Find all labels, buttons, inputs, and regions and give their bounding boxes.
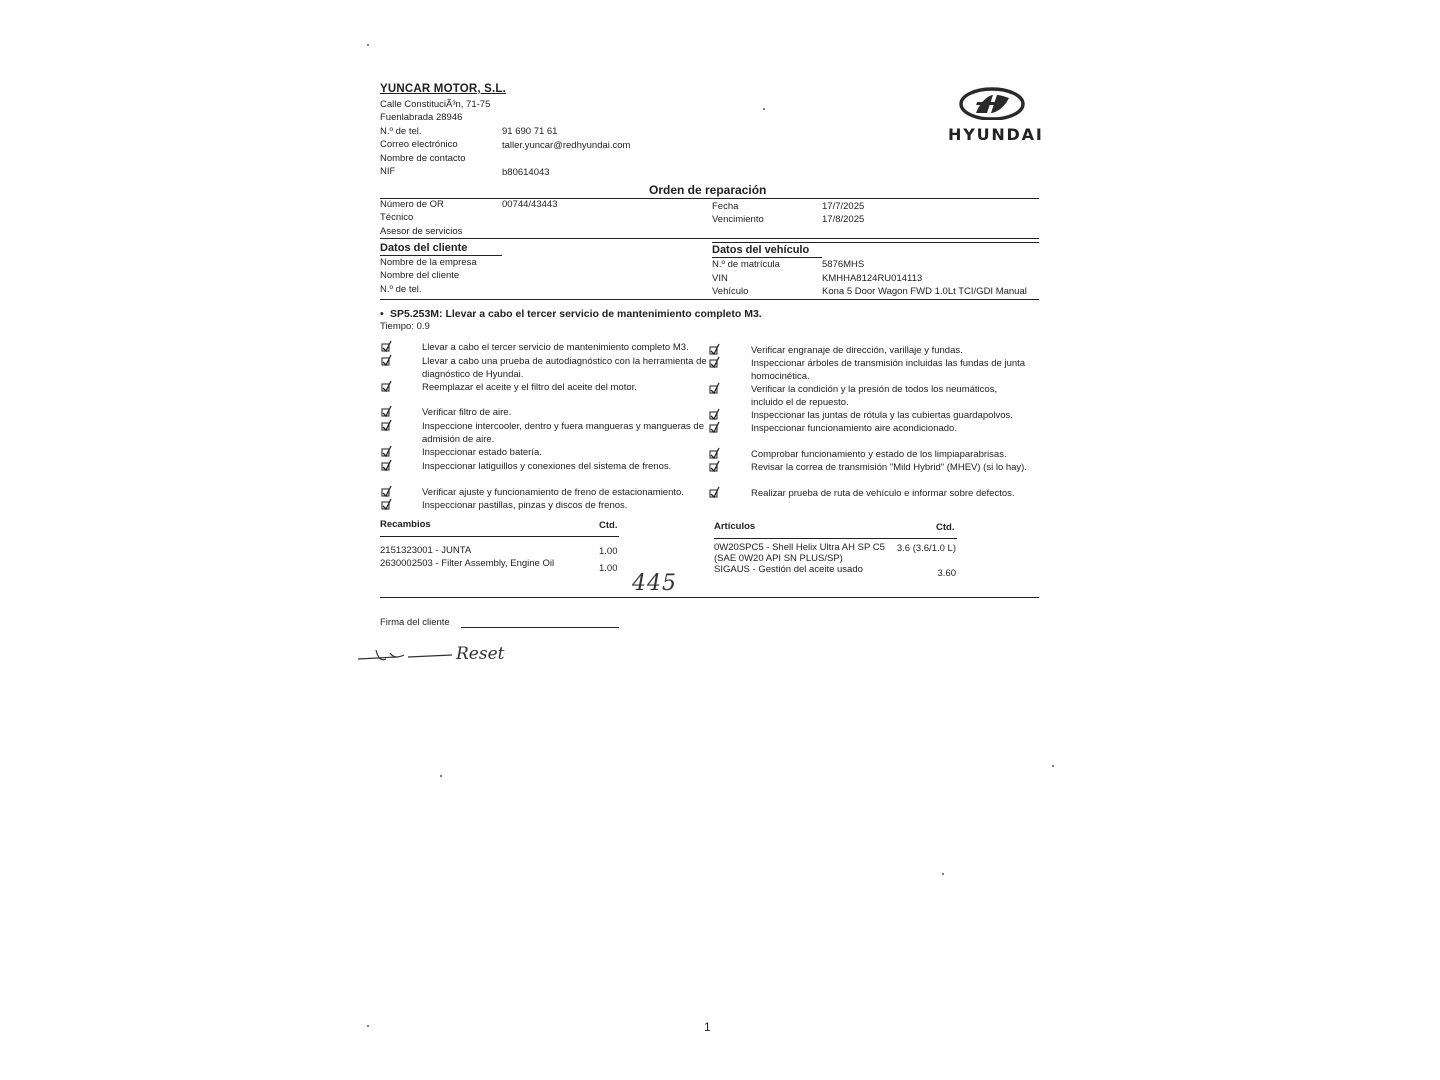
task-item: Comprobar funcionamiento y estado de los limpiaparabrisas. — [751, 449, 1007, 460]
task-item: Llevar a cabo el tercer servicio de mantenimiento completo M3. — [422, 342, 689, 353]
order-divider-top — [380, 198, 1039, 199]
checkmark-icon — [709, 423, 719, 435]
checkmark-icon — [709, 488, 719, 500]
items-divider-bottom — [380, 597, 1039, 598]
part-item-2-qty: 1.00 — [599, 563, 618, 574]
handwritten-note: 445 — [632, 571, 677, 596]
company-nif: b80614043 — [502, 167, 550, 178]
task-item: Inspeccionar pastillas, pinzas y discos de frenos. — [422, 500, 628, 511]
task-item: Inspeccionar funcionamiento aire acondicionado. — [751, 423, 957, 434]
order-date: 17/7/2025 — [822, 201, 865, 212]
vehicle-divider-bottom — [380, 299, 1039, 300]
service-title: SP5.253M: Llevar a cabo el tercer servicio de mantenimiento completo M3. — [390, 308, 762, 320]
order-date-label: Fecha — [712, 201, 739, 212]
hyundai-emblem-icon — [946, 86, 1042, 120]
task-item: Inspeccionar latiguillos y conexiones del sistema de frenos. — [422, 461, 672, 472]
task-item: Inspeccione intercooler, dentro y fuera mangueras y mangueras de admisión de aire. — [422, 421, 704, 445]
order-technician-label: Técnico — [380, 212, 414, 223]
task-item: Verificar la condición y la presión de todos los neumáticos, incluido el de repuesto. — [751, 384, 998, 408]
task-item: Inspeccionar las juntas de rótula y las cubiertas guardapolvos. — [751, 410, 1013, 421]
service-bullet: • — [380, 308, 384, 320]
hyundai-logo-text: HYUNDAI — [948, 125, 1044, 144]
task-item: Inspeccionar estado batería. — [422, 447, 542, 458]
articles-qty-header: Ctd. — [936, 522, 955, 533]
checkmark-icon — [709, 462, 719, 474]
part-item-1-desc: 2151323001 - JUNTA — [380, 545, 472, 556]
vehicle-model-label: Vehículo — [712, 286, 749, 297]
task-item: Reemplazar el aceite y el filtro del aceite del motor. — [422, 382, 637, 393]
order-number-label: Número de OR — [380, 199, 444, 210]
article-item-2-qty: 3.60 — [937, 568, 956, 579]
vehicle-model: Kona 5 Door Wagon FWD 1.0Lt TCI/GDI Manual — [822, 286, 1027, 297]
checkmark-icon — [381, 382, 391, 394]
scan-speck — [440, 775, 442, 777]
part-item-1-qty: 1.00 — [599, 546, 618, 557]
company-email: taller.yuncar@redhyundai.com — [502, 140, 631, 151]
vehicle-divider-top — [712, 242, 1039, 243]
client-phone-label: N.º de tel. — [380, 284, 422, 295]
order-title: Orden de reparación — [649, 183, 767, 197]
parts-qty-header: Ctd. — [599, 520, 618, 531]
vehicle-vin: KMHHA8124RU014113 — [822, 273, 923, 284]
task-item: Llevar a cabo una prueba de autodiagnóstico con la herramienta de diagnóstico de Hyundai. — [422, 356, 707, 380]
company-contact-label: Nombre de contacto — [380, 153, 466, 164]
part-item-2-desc: 2630002503 - Filter Assembly, Engine Oil — [380, 558, 555, 569]
checkmark-icon — [381, 342, 391, 354]
scan-speck — [1052, 765, 1054, 767]
signature-label: Firma del cliente — [380, 617, 450, 628]
task-item: Revisar la correa de transmisión "Mild Hybrid" (MHEV) (si lo hay). — [751, 462, 1027, 473]
articles-title: Artículos — [714, 521, 756, 532]
hyundai-logo — [946, 86, 1042, 146]
page-number: 1 — [704, 1020, 711, 1034]
scan-speck — [942, 873, 944, 875]
article-item-2-desc: SIGAUS - Gestión del aceite usado — [714, 564, 863, 575]
checkmark-icon — [381, 421, 391, 433]
task-item: Realizar prueba de ruta de vehículo e informar sobre defectos. — [751, 488, 1015, 499]
checkmark-icon — [381, 407, 391, 419]
vehicle-title-underline — [712, 257, 822, 258]
company-nif-label: NIF — [380, 166, 396, 177]
client-company-label: Nombre de la empresa — [380, 257, 477, 268]
scribble-strikethrough-icon — [356, 645, 456, 667]
checkmark-icon — [381, 356, 391, 368]
checkmark-icon — [381, 447, 391, 459]
signature-line[interactable] — [461, 627, 619, 628]
task-item: Verificar engranaje de dirección, varillaje y fundas. — [751, 345, 963, 356]
scan-speck — [763, 108, 765, 110]
task-item: Verificar filtro de aire. — [422, 407, 512, 418]
checkmark-icon — [709, 358, 719, 370]
checkmark-icon — [381, 500, 391, 512]
vehicle-vin-label: VIN — [712, 273, 728, 284]
order-due: 17/8/2025 — [822, 214, 865, 225]
handwritten-reset: Reset — [456, 644, 505, 664]
parts-header-divider — [380, 536, 619, 537]
article-item-1-desc: 0W20SPC5 - Shell Helix Ultra AH SP C5 (SAE 0W20 API SN PLUS/SP) — [714, 542, 885, 564]
company-city: Fuenlabrada 28946 — [380, 112, 463, 123]
client-name-label: Nombre del cliente — [380, 270, 460, 281]
checkmark-icon — [709, 384, 719, 396]
company-name: YUNCAR MOTOR, S.L. — [380, 83, 507, 95]
task-item: Inspeccionar árboles de transmisión incluidas las fundas de junta homocinética. — [751, 358, 1026, 382]
parts-title: Recambios — [380, 519, 431, 530]
checkmark-icon — [381, 461, 391, 473]
service-time: Tiempo: 0.9 — [380, 321, 430, 332]
company-phone-label: N.º de tel. — [380, 126, 422, 137]
articles-header-divider — [714, 538, 957, 539]
order-due-label: Vencimiento — [712, 214, 764, 225]
company-address: Calle ConstituciÃ³n, 71-75 — [380, 99, 491, 110]
scan-speck — [367, 1025, 369, 1027]
vehicle-section-title: Datos del vehículo — [712, 244, 810, 256]
handwritten-scribble — [356, 645, 456, 670]
vehicle-plate: 5876MHS — [822, 259, 865, 270]
vehicle-plate-label: N.º de matrícula — [712, 259, 780, 270]
article-item-1-qty: 3.6 (3.6/1.0 L) — [896, 543, 956, 554]
scan-speck — [367, 44, 369, 46]
order-number: 00744/43443 — [502, 199, 558, 210]
client-section-title: Datos del cliente — [380, 242, 468, 254]
order-advisor-label: Asesor de servicios — [380, 226, 463, 237]
order-divider-bottom — [380, 238, 1039, 239]
task-item: Verificar ajuste y funcionamiento de freno de estacionamiento. — [422, 487, 684, 498]
company-phone: 91 690 71 61 — [502, 126, 558, 137]
company-email-label: Correo electrónico — [380, 139, 458, 150]
client-title-underline — [380, 255, 502, 256]
